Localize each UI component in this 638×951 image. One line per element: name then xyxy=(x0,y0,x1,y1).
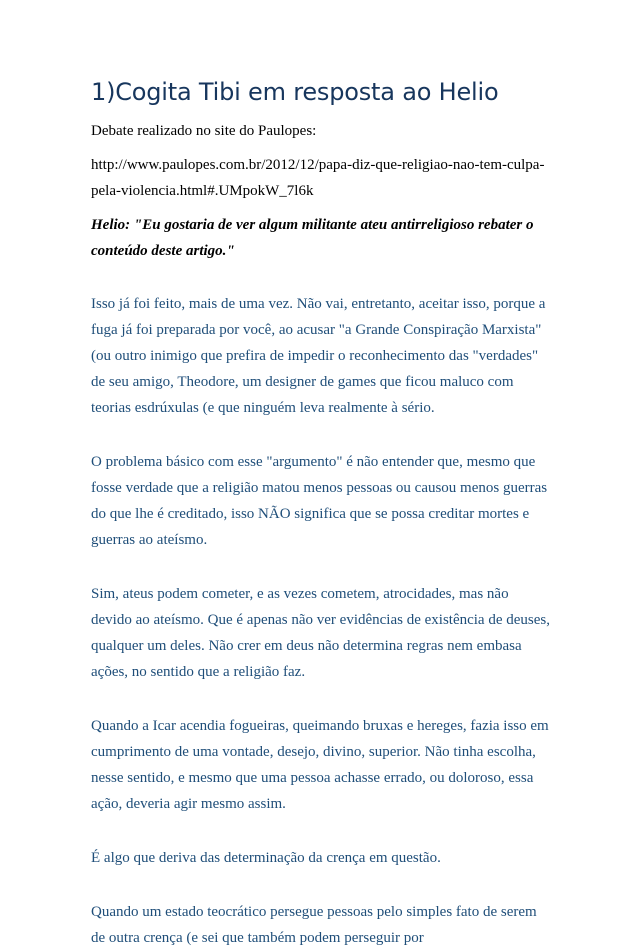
document-page xyxy=(91,76,551,951)
quoted-comment: Helio: "Eu gostaria de ver algum militante ateu antirreligioso rebater o conteúdo deste artigo." xyxy=(91,217,534,259)
body-paragraph: Quando um estado teocrático persegue pessoas pelo simples fato de serem de outra crença (e sei que também podem perseguir por xyxy=(91,904,537,946)
body-paragraph: É algo que deriva das determinação da crença em questão. xyxy=(91,850,441,866)
body-paragraph: O problema básico com esse "argumento" é não entender que, mesmo que fosse verdade que a religião matou menos pessoas ou causou menos guerras do que lhe é creditado, isso NÃO significa que se possa creditar mortes e guerras ao ateísmo. xyxy=(91,454,548,548)
body-paragraph: Quando a Icar acendia fogueiras, queimando bruxas e hereges, fazia isso em cumprimento de uma vontade, desejo, divino, superior. Não tinha escolha, nesse sentido, e mesmo que uma pessoa achasse errado, ou doloroso, essa ação, deveria agir mesmo assim. xyxy=(91,718,549,812)
body-paragraph: Isso já foi feito, mais de uma vez. Não vai, entretanto, aceitar isso, porque a fuga já foi preparada por você, ao acusar "a Grande Conspiração Marxista" (ou outro inimigo que prefira de impedir o reconhecimento das "verdades" de seu amigo, Theodore, um designer de games que ficou maluco com teorias esdrúxulas (e que ninguém leva realmente à sério. xyxy=(91,296,546,416)
intro-text: Debate realizado no site do Paulopes: xyxy=(91,123,317,139)
body-paragraph: Sim, ateus podem cometer, e as vezes cometem, atrocidades, mas não devido ao ateísmo. Que é apenas não ver evidências de existência de deuses, qualquer um deles. Não crer em deus não determina regras nem embasa ações, no sentido que a religião faz. xyxy=(91,586,550,680)
document-title: 1)Cogita Tibi em resposta ao Helio xyxy=(91,78,499,106)
source-url[interactable]: http://www.paulopes.com.br/2012/12/papa-diz-que-religiao-nao-tem-culpa-pela-violencia.html#.UMpokW_7l6k xyxy=(91,157,545,199)
